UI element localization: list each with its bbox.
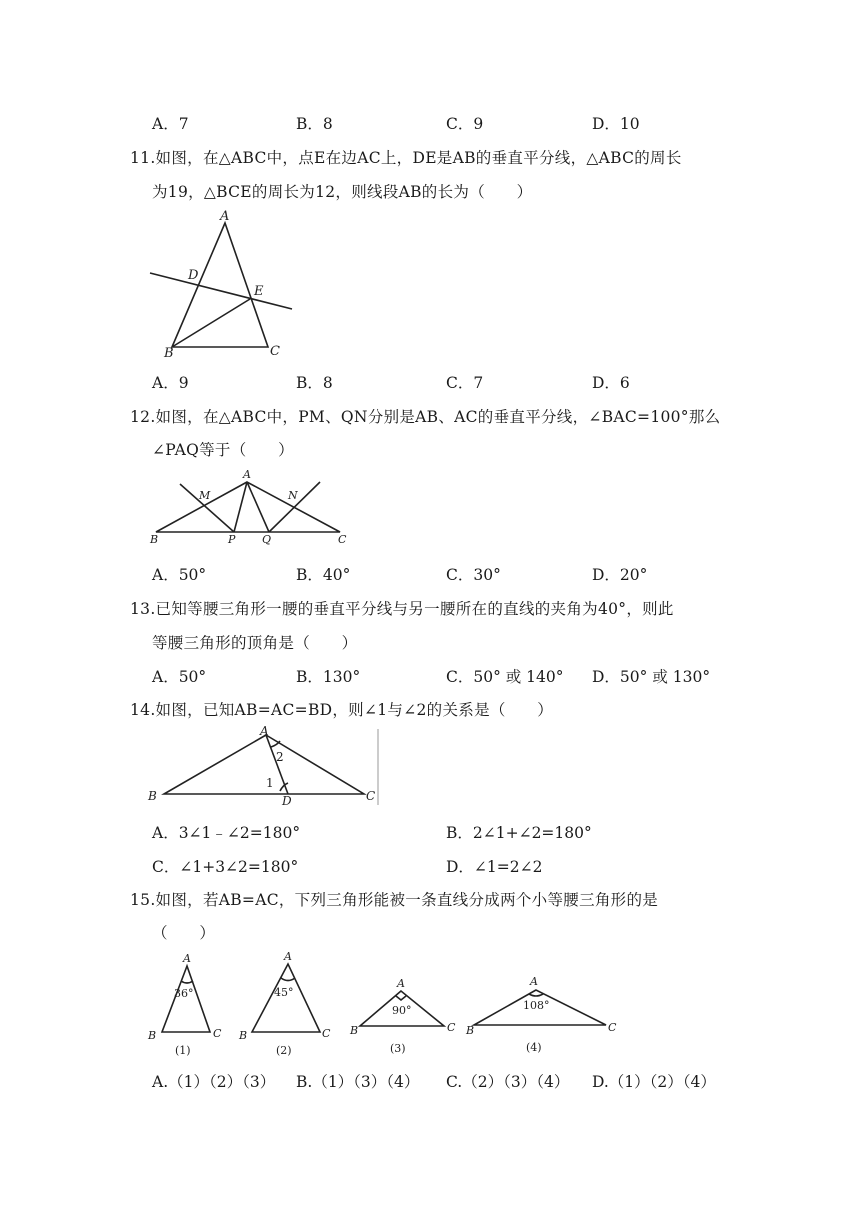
q10-option-c: C．9 bbox=[446, 115, 484, 133]
q12-label-m: M bbox=[199, 489, 211, 502]
fig2-label-c: C bbox=[322, 1027, 331, 1040]
q14-label-d: D bbox=[282, 794, 292, 808]
perpendicular-bisector-de bbox=[150, 273, 292, 309]
fig2-caption: (2) bbox=[276, 1044, 292, 1057]
fig2-label-a: A bbox=[284, 950, 292, 963]
q14-label-2: 2 bbox=[276, 750, 284, 764]
q12-stem-line1: 12.如图，在△ABC中，PM、QN分别是AB、AC的垂直平分线，∠BAC=100°那么 bbox=[130, 408, 721, 426]
q11-option-a: A．9 bbox=[152, 374, 189, 392]
q14-label-b: B bbox=[148, 789, 157, 803]
q14-figure bbox=[142, 725, 384, 809]
fig4-label-c: C bbox=[608, 1021, 617, 1034]
fig2-label-b: B bbox=[239, 1029, 248, 1042]
q11-label-d: D bbox=[188, 268, 199, 283]
q13-option-d: D．50° 或 130° bbox=[592, 668, 711, 686]
q15-option-d: D.（1）（2）（4） bbox=[592, 1073, 716, 1091]
q12-figure bbox=[142, 464, 357, 548]
fig4-angle: 108° bbox=[523, 999, 550, 1012]
q14-label-a: A bbox=[260, 725, 269, 738]
fig3-label-a: A bbox=[397, 977, 405, 990]
q14-option-b: B．2∠1+∠2=180° bbox=[446, 824, 592, 842]
q11-option-d: D．6 bbox=[592, 374, 630, 392]
q12-label-q: Q bbox=[262, 533, 272, 546]
q15-stem-line1: 15.如图，若AB=AC，下列三角形能被一条直线分成两个小等腰三角形的是 bbox=[130, 891, 659, 909]
q12-stem-line2: ∠PAQ等于（ ） bbox=[152, 441, 294, 459]
q13-option-c: C．50° 或 140° bbox=[446, 668, 564, 686]
q15-figure-1 bbox=[147, 952, 222, 1057]
segment-be bbox=[172, 299, 250, 347]
q13-stem-line2: 等腰三角形的顶角是（ ） bbox=[152, 634, 358, 652]
fig4-caption: (4) bbox=[526, 1041, 542, 1054]
segment-ap bbox=[234, 482, 247, 532]
fig1-caption: (1) bbox=[175, 1044, 191, 1057]
fig1-label-c: C bbox=[213, 1027, 222, 1040]
q15-figure-2 bbox=[238, 950, 331, 1057]
q11-stem-line2: 为19，△BCE的周长为12，则线段AB的长为（ ） bbox=[152, 183, 533, 201]
q13-option-a: A．50° bbox=[152, 668, 207, 686]
q10-option-d: D．10 bbox=[592, 115, 640, 133]
fig4-label-a: A bbox=[530, 975, 538, 988]
q15-figures bbox=[140, 948, 620, 1060]
fig3-caption: (3) bbox=[390, 1042, 406, 1055]
q11-label-c: C bbox=[270, 344, 280, 359]
fig3-label-c: C bbox=[447, 1021, 456, 1034]
q13-option-b: B．130° bbox=[296, 668, 361, 686]
q12-label-p: P bbox=[228, 533, 236, 546]
fig1-label-a: A bbox=[183, 952, 191, 965]
q14-option-a: A．3∠1﹣∠2=180° bbox=[152, 824, 301, 842]
q13-stem-line1: 13.已知等腰三角形一腰的垂直平分线与另一腰所在的直线的夹角为40°，则此 bbox=[130, 600, 674, 618]
q14-option-c: C．∠1+3∠2=180° bbox=[152, 858, 299, 876]
angle-arc bbox=[529, 994, 543, 996]
q15-stem-line2: （ ） bbox=[152, 924, 216, 942]
q12-option-c: C．30° bbox=[446, 566, 501, 584]
fig1-angle: 36° bbox=[174, 987, 194, 1000]
q15-option-a: A.（1）（2）（3） bbox=[152, 1073, 276, 1091]
q12-label-c: C bbox=[338, 533, 347, 546]
q12-option-d: D．20° bbox=[592, 566, 648, 584]
q10-option-a: A．7 bbox=[152, 115, 189, 133]
q11-label-a: A bbox=[220, 209, 230, 224]
q12-option-a: A．50° bbox=[152, 566, 207, 584]
q14-stem-line1: 14.如图，已知AB=AC=BD，则∠1与∠2的关系是（ ） bbox=[130, 701, 554, 719]
q14-option-d: D．∠1=2∠2 bbox=[446, 858, 543, 876]
q11-option-c: C．7 bbox=[446, 374, 484, 392]
q12-label-n: N bbox=[288, 489, 298, 502]
q12-label-b: B bbox=[150, 533, 159, 546]
fig2-angle: 45° bbox=[274, 986, 294, 999]
q10-option-b: B．8 bbox=[296, 115, 333, 133]
angle-arc bbox=[181, 981, 193, 983]
segment-aq bbox=[247, 482, 269, 532]
fig3-label-b: B bbox=[350, 1024, 359, 1037]
q15-option-b: B.（1）（3）（4） bbox=[296, 1073, 420, 1091]
angle-arc bbox=[281, 978, 295, 981]
q11-label-b: B bbox=[164, 346, 174, 361]
q11-figure bbox=[140, 205, 310, 365]
q11-label-e: E bbox=[254, 284, 264, 299]
fig4-label-b: B bbox=[466, 1024, 475, 1037]
q15-figure-4 bbox=[465, 975, 617, 1054]
angle-2-arc bbox=[271, 741, 280, 747]
q11-stem-line1: 11.如图，在△ABC中，点E在边AC上，DE是AB的垂直平分线，△ABC的周长 bbox=[130, 149, 682, 167]
fig1-label-b: B bbox=[148, 1029, 157, 1042]
triangle-abc bbox=[164, 735, 364, 794]
q14-label-c: C bbox=[366, 789, 376, 803]
fig3-angle: 90° bbox=[392, 1004, 412, 1017]
q15-option-c: C.（2）（3）（4） bbox=[446, 1073, 570, 1091]
q12-label-a: A bbox=[243, 468, 251, 481]
q15-figure-3 bbox=[349, 977, 456, 1055]
q12-option-b: B．40° bbox=[296, 566, 351, 584]
q11-option-b: B．8 bbox=[296, 374, 333, 392]
q14-label-1: 1 bbox=[266, 776, 274, 790]
right-angle-mark bbox=[396, 996, 406, 1000]
